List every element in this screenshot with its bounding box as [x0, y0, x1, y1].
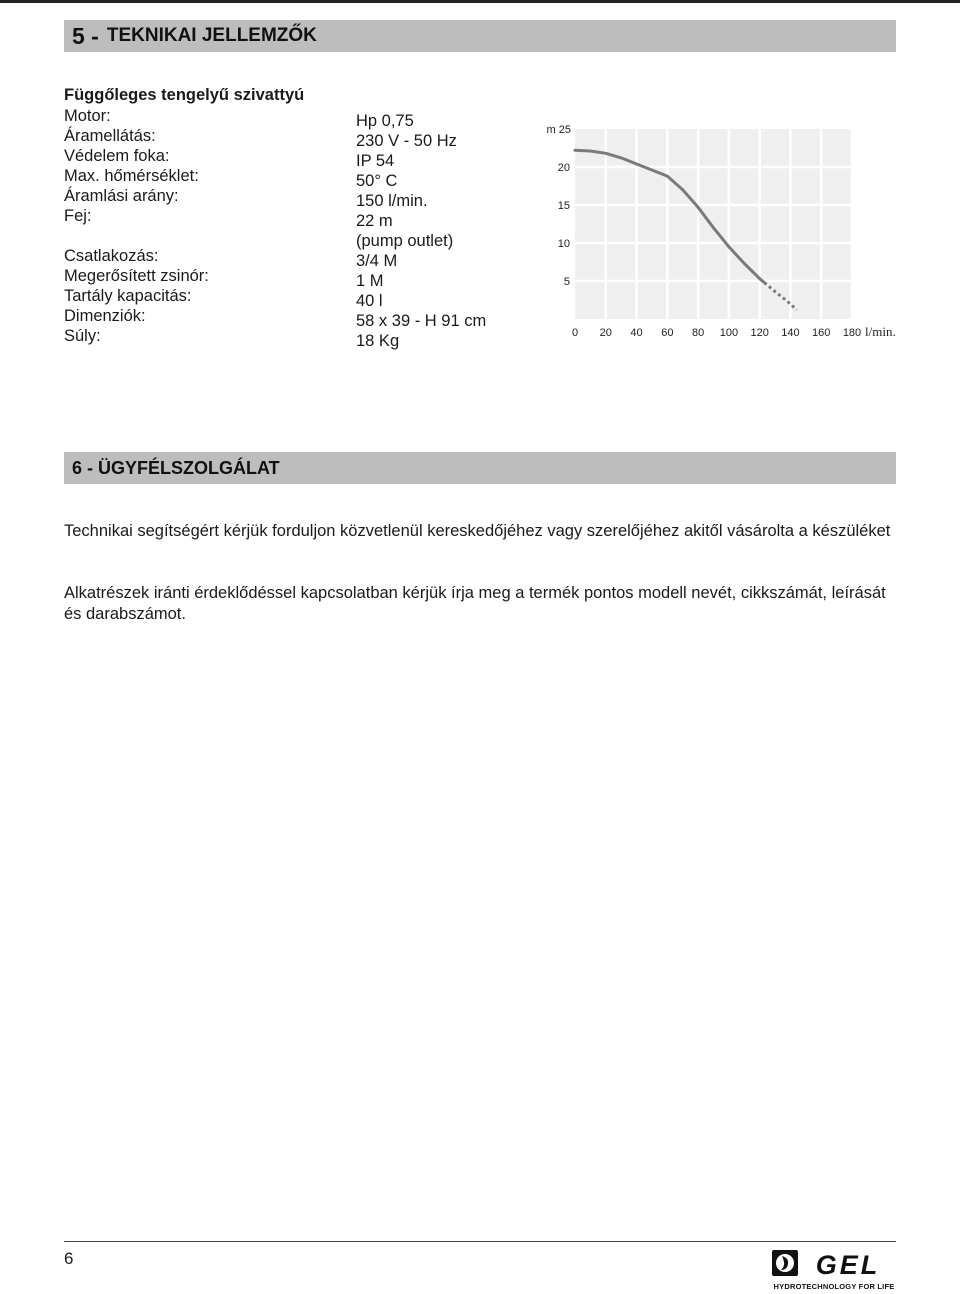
spec-label	[64, 226, 209, 246]
spec-value: 22 m	[356, 212, 393, 230]
section-6-title: 6 - ÜGYFÉLSZOLGÁLAT	[72, 457, 280, 478]
spec-value: 150 l/min.	[356, 192, 428, 210]
spec-label: Motor:	[64, 107, 111, 125]
x-tick-label: 0	[571, 327, 579, 339]
product-title: Függőleges tengelyű szivattyú	[64, 86, 305, 104]
spec-value: IP 54	[356, 152, 395, 170]
support-paragraph: Technikai segítségért kérjük forduljon közvetlenül kereskedőjéhez vagy szerelőjéhez akitől vásárolta a készüléket	[64, 522, 891, 540]
y-tick-label: m 25	[546, 124, 571, 136]
y-tick-label: 5	[563, 276, 570, 288]
spec-label: Max. hőmérséklet:	[64, 167, 199, 185]
spec-label: Tartály kapacitás:	[64, 287, 192, 305]
x-unit-label: l/min.	[865, 324, 896, 339]
pump-curve-chart	[535, 122, 910, 347]
x-tick-label: 140	[781, 327, 800, 339]
y-tick-label: 20	[557, 162, 570, 174]
spec-value: (pump outlet)	[356, 232, 454, 250]
x-tick-label: 60	[661, 327, 674, 339]
footer-rule	[64, 1241, 896, 1242]
section-5-title: TEKNIKAI JELLEMZŐK	[106, 25, 317, 46]
spec-value: 40 l	[356, 292, 383, 310]
spec-label: Áramlási arány:	[64, 187, 179, 205]
spec-label: Dimenziók:	[64, 307, 146, 325]
x-tick-label: 100	[719, 327, 739, 339]
spec-label: Csatlakozás:	[64, 247, 159, 265]
parts-paragraph: Alkatrészek iránti érdeklődéssel kapcsolatban kérjük írja meg a termék pontos modell nevét, cikkszámát, leírását és darabszámot.	[64, 584, 886, 623]
spec-value: Hp 0,75	[356, 112, 414, 130]
top-rule	[0, 0, 960, 3]
gel-logo	[772, 1249, 896, 1279]
y-tick-label: 15	[557, 200, 570, 212]
spec-value: 3/4 M	[356, 252, 398, 270]
section-5-number: 5 -	[72, 22, 99, 49]
section-6-header	[64, 452, 896, 484]
spec-value: 18 Kg	[356, 332, 400, 350]
spec-value: 230 V - 50 Hz	[356, 132, 457, 150]
section-5-header	[64, 20, 896, 52]
logo-tagline: HYDROTECHNOLOGY FOR LIFE	[773, 1282, 895, 1291]
spec-value: 1 M	[356, 272, 384, 290]
spec-value: 50° C	[356, 172, 398, 190]
y-tick-label: 10	[557, 238, 570, 250]
x-tick-label: 40	[630, 327, 643, 339]
x-tick-label: 80	[691, 327, 705, 339]
spec-labels	[64, 106, 209, 346]
spec-label: Áramellátás:	[64, 127, 156, 145]
spec-label: Fej:	[64, 207, 92, 225]
spec-label: Megerősített zsinór:	[64, 267, 209, 285]
spec-label: Súly:	[64, 327, 101, 345]
logo-wordmark: GEL	[815, 1250, 881, 1279]
x-tick-label: 180	[842, 327, 862, 339]
spec-label: Védelem foka:	[64, 147, 170, 165]
x-tick-label: 20	[599, 327, 612, 339]
spec-value: 58 x 39 - H 91 cm	[356, 312, 487, 330]
x-tick-label: 160	[812, 327, 831, 339]
x-tick-label: 120	[750, 327, 769, 339]
spec-values	[356, 111, 486, 351]
page-number: 6	[64, 1249, 74, 1268]
